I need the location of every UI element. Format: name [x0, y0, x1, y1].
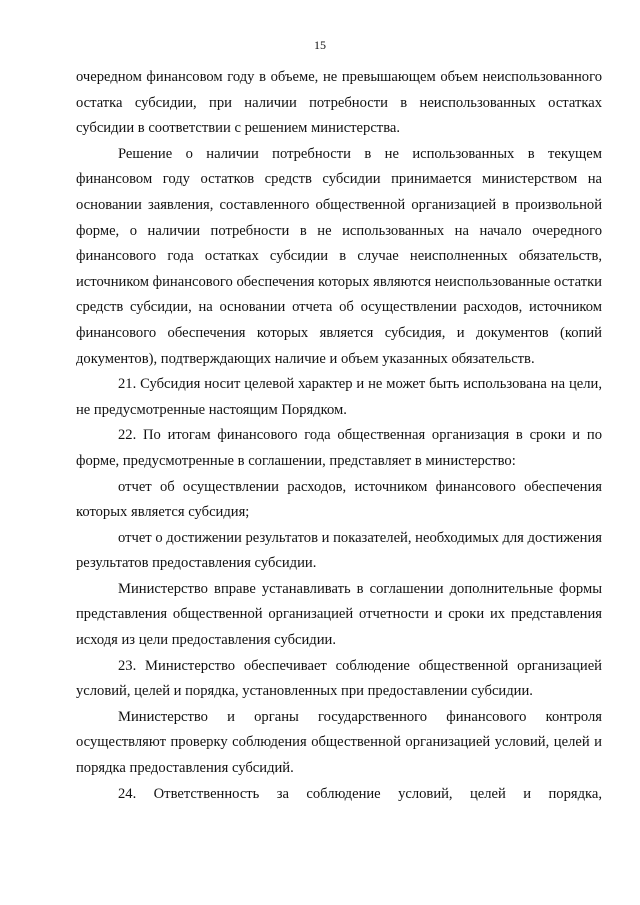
- paragraph-21: 21. Субсидия носит целевой характер и не может быть использована на цели, не предусмотренные настоящим Порядком.: [76, 376, 602, 418]
- paragraph-additional-forms: Министерство вправе устанавливать в соглашении дополнительные формы представления общественной организацией отчетности и сроки их представления исходя из цели предоставления субсидии.: [76, 580, 602, 649]
- paragraph-22: 22. По итогам финансового года общественная организация в сроки и по форме, предусмотренные в соглашении, представляет в министерство:: [76, 427, 602, 469]
- paragraph-control: Министерство и органы государственного финансового контроля осуществляют проверку соблюдения общественной организацией условий, целей и порядка предоставления субсидий.: [76, 708, 602, 777]
- page-number: 15: [314, 38, 326, 52]
- paragraph-continuation: очередном финансовом году в объеме, не превышающем объем неиспользованного остатка субсидии, при наличии потребности в неиспользованных остатках субсидии в соответствии с решением министерства.: [76, 69, 602, 137]
- paragraph-report-results: отчет о достижении результатов и показателей, необходимых для достижения результатов предоставления субсидии.: [76, 529, 602, 572]
- paragraph-23: 23. Министерство обеспечивает соблюдение общественной организацией условий, целей и порядка, установленных при предоставлении субсидии.: [76, 657, 602, 700]
- paragraph-report-expenses: отчет об осуществлении расходов, источником финансового обеспечения которых является субсидия;: [76, 478, 602, 521]
- paragraph-decision: Решение о наличии потребности в не использованных в текущем финансовом году остатков средств субсидии принимается министерством на основании заявления, составленного общественной организацией в произвольной форме, о наличии потребности в не использованных на начало очередного финансового года остатках субсидии в случае неисполненных обязательств, источником финансового обеспечения которых являются неиспользованные остатки средств субсидии, на основании отчета об осуществлении расходов, источником финансового обеспечения которых является субсидия, и документов (копий документов), подтверждающих наличие и объем указанных обязательств.: [76, 145, 602, 367]
- paragraph-24: 24. Ответственность за соблюдение условий, целей и порядка,: [118, 785, 602, 802]
- document-body: [76, 65, 602, 807]
